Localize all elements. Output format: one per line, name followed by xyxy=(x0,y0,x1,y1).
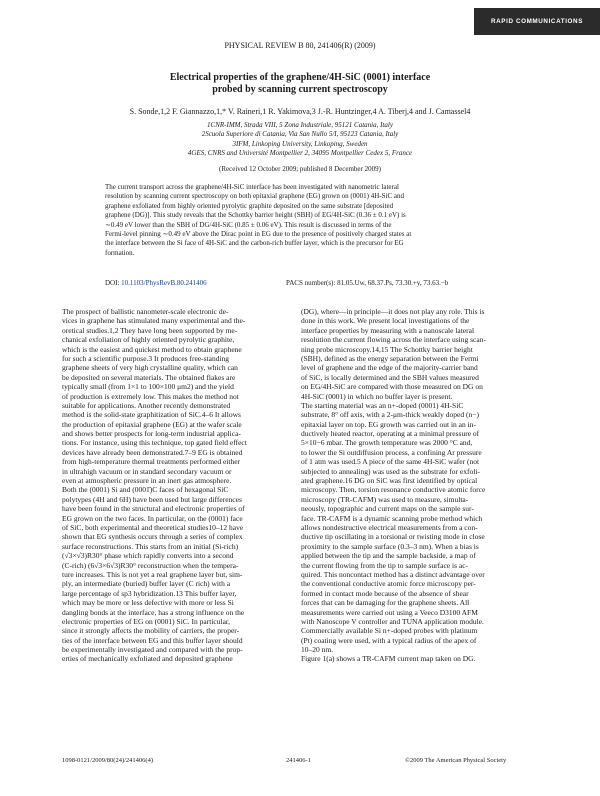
title-line: probed by scanning current spectroscopy xyxy=(212,84,388,95)
page-number: 241406-1 xyxy=(286,757,311,764)
text-line: ture increases. This is not yet a real graphene layer but, sim- xyxy=(62,569,243,579)
text-line: be deposited on several materials. The obtained flakes are xyxy=(62,372,236,382)
abstract xyxy=(105,183,497,258)
paper-title xyxy=(60,72,540,96)
text-line: Commercially available Si n+-doped probes with platinum xyxy=(301,626,478,636)
text-line: ning probe microscopy.14,15 The Schottky barrier height xyxy=(301,344,473,354)
left-column-body xyxy=(62,307,304,664)
text-line: chanical exfoliation of highly oriented pyrolytic graphite, xyxy=(62,335,235,345)
text-line: level of graphene and the edge of the majority-carrier band xyxy=(301,363,478,373)
text-line: 5×10−6 mbar. The growth temperature was 2000 °C and, xyxy=(301,438,473,448)
abstract-line: formation. xyxy=(105,248,135,257)
text-line: (Pt) coating were used, with a typical radius of the apex of xyxy=(301,635,477,645)
text-line: (C-rich) (6√3×6√3)R30° reconstruction when the tempera- xyxy=(62,560,239,570)
text-line: graphene sheets of very high crystalline quality, which can xyxy=(62,363,238,373)
text-line: to lower the Si outdiffusion process, a confining Ar pressure xyxy=(301,447,482,457)
text-line: subjected to annealing) was used as the substrate for exfoli- xyxy=(301,466,480,476)
rapid-communications-banner: RAPID COMMUNICATIONS xyxy=(474,8,600,35)
text-line: allows nondestructive electrical measurements from a con- xyxy=(301,522,478,532)
doi xyxy=(105,279,207,287)
text-line: Figure 1(a) shows a TR-CAFM current map taken on DG. xyxy=(301,654,476,664)
text-line: ductive tip oscillating in a torsional or twisting mode in close xyxy=(301,532,485,542)
footer-identifier: 1098-0121/2009/80(24)/241406(4) xyxy=(62,757,153,764)
text-line: ated graphene.16 DG on SiC was first identified by optical xyxy=(301,476,478,486)
text-line: method is the solid-state graphitization of SiC.4–6 It allows xyxy=(62,410,241,420)
text-line: dangling bonds at the interface, has a strong influence on the xyxy=(62,607,245,617)
text-line: epitaxial layer on top. EG growth was carried out in an in- xyxy=(301,419,476,429)
abstract-line: ∼0.49 eV lower than the SBH of DG/4H-SiC (0.85 ± 0.06 eV). This result is discussed in terms of the xyxy=(105,220,392,229)
text-line: The starting material was an n+-doped (0001) 4H-SiC xyxy=(301,400,464,410)
affiliations xyxy=(60,121,540,158)
text-line: microscopy (TR-CAFM) was used to measure, simulta- xyxy=(301,494,469,504)
text-line: shown that EG synthesis occurs through a series of complex xyxy=(62,532,243,542)
text-line: which may be more or less defective with more or less Si xyxy=(62,598,234,608)
text-line: (√3×√3)R30° phase which rapidly converts into a second xyxy=(62,551,234,561)
text-line: formed in contact mode because of the absence of shear xyxy=(301,588,469,598)
text-line: ductively heated reactor, operating at a minimal pressure of xyxy=(301,429,480,439)
text-line: ties of the interface between EG and this buffer layer should xyxy=(62,635,243,645)
abstract-line: graphene exfoliated from highly oriented pyrolytic graphite deposited on the same substrate [deposited xyxy=(105,201,394,210)
text-line: resolution the current flowing across the interface using scan- xyxy=(301,335,486,345)
text-line: vices in graphene has stimulated many experimental and the- xyxy=(62,316,246,326)
abstract-line: resolution by scanning current spectroscopy on both epitaxial graphene (EG) grown on (0001) 4H-SiC and xyxy=(105,192,404,201)
text-line: proximity to the sample surface (0.3–3 nm). When a bias is xyxy=(301,541,479,551)
text-line: with Nanoscope V controller and TUNA application module. xyxy=(301,616,484,626)
text-line: (DG), where—in principle—it does not play any role. This is xyxy=(301,307,485,316)
affiliation: 2Scuola Superiore di Catania, Via San Nullo 5/I, 95123 Catania, Italy xyxy=(201,130,399,139)
text-line: polytypes (4H and 6H) have been used but large differences xyxy=(62,494,242,504)
text-line: ply, an intermediate (buried) buffer layer (C rich) with a xyxy=(62,579,231,589)
text-line: electronic properties of EG on (0001) SiC. In particular, xyxy=(62,616,230,626)
text-line: which is the easiest and quickest method to obtain graphene xyxy=(62,344,242,354)
text-line: and shows better prospects for long-term industrial applica- xyxy=(62,429,241,439)
abstract-line: graphene (DG)]. This study reveals that the Schottky barrier height (SBH) of EG/4H-SiC (0.36 ± 0.1 eV) is xyxy=(105,211,406,220)
text-line: 4H-SiC (0001) in which no buffer layer is present. xyxy=(301,391,453,401)
text-line: applied between the tip and the sample backside, a map of xyxy=(301,551,476,561)
text-line: be experimentally investigated and compared with the prop- xyxy=(62,645,243,655)
text-line: done in this work. We present local investigations of the xyxy=(301,316,470,326)
text-line: large percentage of sp3 hybridization.13 This buffer layer, xyxy=(62,588,237,598)
affiliation: 4GES, CNRS and Université Montpellier 2, 34095 Montpellier Cedex 5, France xyxy=(187,148,413,157)
received-dates: (Received 12 October 2009; published 8 December 2009) xyxy=(219,165,381,173)
text-line: the current flowing from the tip to sample surface is ac- xyxy=(301,560,469,570)
text-line: of SiC, both experimental and theoretical studies10–12 have xyxy=(62,522,244,532)
text-line: devices have already been demonstrated.7–9 EG is obtained xyxy=(62,447,243,457)
text-line: face. TR-CAFM is a dynamic scanning probe method which xyxy=(301,513,483,523)
text-line: measurements were carried out using a Veeco D3100 AFM xyxy=(301,607,478,617)
text-line: EG grown on the two faces. In particular, on the (0001) face xyxy=(62,513,243,523)
text-line: on EG/4H-SiC are compared with those measured on DG on xyxy=(301,382,483,392)
abstract-line: the interface between the Si face of 4H-SiC and the carbon-rich buffer layer, which is the precursor for EG xyxy=(105,239,404,248)
text-line: of production is extremely low. This makes the method not xyxy=(62,391,239,401)
pacs-numbers: PACS number(s): 81.05.Uw, 68.37.Ps, 73.30.+y, 73.63.−b xyxy=(286,279,449,287)
title-line: Electrical properties of the graphene/4H-SiC (0001) interface xyxy=(169,72,431,83)
text-line: interface properties by measuring with a nanoscale lateral xyxy=(301,325,475,335)
text-line: erties of mechanically exfoliated and deposited graphene xyxy=(62,654,233,664)
abstract-line: The current transport across the graphene/4H-SiC interface has been investigated with nanometric lateral xyxy=(105,183,399,191)
text-line: The prospect of ballistic nanometer-scale electronic de- xyxy=(62,307,229,316)
text-line: since it strongly affects the mobility of carriers, the proper- xyxy=(62,626,240,636)
text-line: of SiC, is locally determined and the SBH values measured xyxy=(301,372,479,382)
text-line: typically small (from 1×1 to 100×100 μm2) and the yield xyxy=(62,382,234,392)
copyright: ©2009 The American Physical Society xyxy=(405,757,507,764)
text-line: forces that can be damaging for the graphene sheets. All xyxy=(301,598,470,608)
text-line: substrate, 8° off axis, with a 2-μm-thick weakly doped (n−) xyxy=(301,410,479,420)
text-line: (SBH), defined as the energy separation between the Fermi xyxy=(301,353,479,363)
journal-citation: PHYSICAL REVIEW B 80, 241406(R) (2009) xyxy=(224,41,376,50)
text-line: suitable for applications. Another recently demonstrated xyxy=(62,400,231,410)
text-line: of 1 atm was used.5 A piece of the same 4H-SiC wafer (not xyxy=(301,457,480,467)
text-line: tions. For instance, using this technique, top gated field effect xyxy=(62,438,247,448)
text-line: have been found in the structural and electronic properties of xyxy=(62,504,245,514)
doi-link[interactable]: 10.1103/PhysRevB.80.241406 xyxy=(121,279,207,287)
author-list: S. Sonde,1,2 F. Giannazzo,1,* V. Raineri,1 R. Yakimova,3 J.-R. Huntzinger,4 A. Tiberj,4 and J. Camassel4 xyxy=(129,107,471,116)
text-line: oretical studies.1,2 They have long been supported by me- xyxy=(62,325,238,335)
text-line: microscopy. Then, torsion resonance conductive atomic force xyxy=(301,485,486,495)
text-line: for such a scientific purpose.3 It produces free-standing xyxy=(62,353,230,363)
abstract-line: Fermi-level pinning ∼0.49 eV above the Dirac point in EG due to the presence of positively charged states at xyxy=(105,230,412,239)
text-line: quired. This noncontact method has a distinct advantage over xyxy=(301,569,485,579)
affiliation: 3IFM, Linkoping University, Linkoping, Sweden xyxy=(232,139,368,148)
text-line: surface reconstructions. This starts from an initial (Si-rich) xyxy=(62,541,239,551)
text-line: Both the (0001) Si and (0001̄)C faces of hexagonal SiC xyxy=(62,485,229,495)
text-line: neously, topographic and current maps on the sample sur- xyxy=(301,504,474,514)
text-line: in ultrahigh vacuum or in standard secondary vacuum or xyxy=(62,466,232,476)
text-line: the production of epitaxial graphene (EG) at the wafer scale xyxy=(62,419,242,429)
text-line: the conventional conductive atomic force microscopy per- xyxy=(301,579,476,589)
right-column-body xyxy=(301,307,543,664)
affiliation: 1CNR-IMM, Strada VIII, 5 Zona Industriale, 95121 Catania, Italy xyxy=(207,121,393,129)
doi-label: DOI: xyxy=(105,279,120,287)
text-line: even at atmospheric pressure in an inert gas atmosphere. xyxy=(62,476,232,486)
text-line: from high-temperature thermal treatments performed either xyxy=(62,457,241,467)
text-line: 10–20 nm. xyxy=(301,645,334,655)
